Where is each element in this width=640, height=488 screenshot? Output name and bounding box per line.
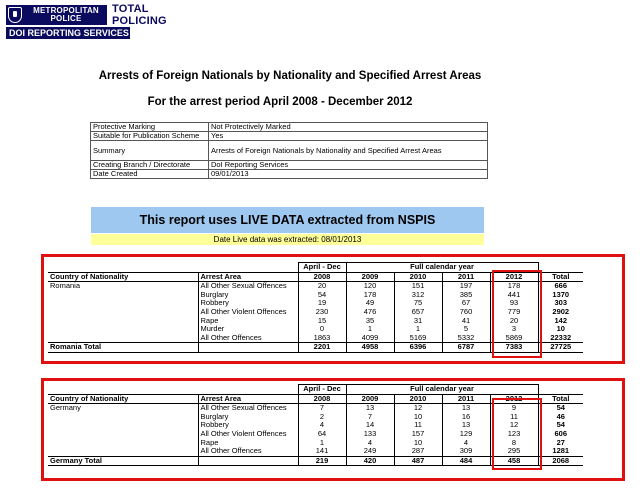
value-cell: 385 (442, 291, 490, 300)
arrest-area-cell: All Other Sexual Offences (198, 404, 298, 413)
row-total-cell: 1281 (538, 447, 583, 456)
romania-2012-highlight (492, 270, 542, 358)
row-total-cell: 142 (538, 317, 583, 326)
row-total-cell: 54 (538, 404, 583, 413)
arrest-area-cell: All Other Violent Offences (198, 308, 298, 317)
value-cell: 4 (442, 439, 490, 448)
value-cell: 123 (490, 430, 538, 439)
value-cell: 657 (394, 308, 442, 317)
group-header-full-year: Full calendar year (346, 263, 538, 273)
value-cell: 20 (298, 282, 346, 291)
arrest-area-cell: Burglary (198, 413, 298, 422)
col-2010: 2010 (394, 272, 442, 282)
value-cell: 12 (490, 421, 538, 430)
meta-key: Date Created (91, 170, 209, 179)
value-cell: 49 (346, 299, 394, 308)
value-cell: 12 (394, 404, 442, 413)
col-2009: 2009 (346, 272, 394, 282)
col-2011: 2011 (442, 394, 490, 404)
meta-value: Not Protectively Marked (209, 123, 488, 132)
arrest-area-cell: Murder (198, 325, 298, 334)
arrest-area-cell: Rape (198, 317, 298, 326)
live-data-banner: This report uses LIVE DATA extracted from NSPIS (91, 207, 484, 233)
value-cell: 41 (442, 317, 490, 326)
value-cell: 9 (490, 404, 538, 413)
meta-key: Suitable for Publication Scheme (91, 132, 209, 141)
value-cell: 13 (442, 421, 490, 430)
group-header-april-dec: April - Dec (298, 263, 346, 273)
value-cell: 760 (442, 308, 490, 317)
total-cell: 6787 (442, 343, 490, 353)
total-label: Romania Total (48, 343, 198, 353)
row-total-cell: 22332 (538, 334, 583, 343)
arrest-area-cell: All Other Violent Offences (198, 430, 298, 439)
value-cell: 67 (442, 299, 490, 308)
tagline: TOTAL POLICING (112, 3, 167, 27)
value-cell: 5 (442, 325, 490, 334)
meta-value: 09/01/2013 (209, 170, 488, 179)
country-cell: Romania (50, 281, 81, 291)
total-cell: 487 (394, 456, 442, 466)
brand-header (6, 4, 176, 26)
meta-key: Summary (91, 141, 209, 161)
value-cell: 13 (346, 404, 394, 413)
col-2008: 2008 (298, 394, 346, 404)
value-cell: 35 (346, 317, 394, 326)
country-cell: Germany (50, 403, 81, 413)
value-cell: 64 (298, 430, 346, 439)
meta-row (91, 170, 488, 179)
col-2008: 2008 (298, 272, 346, 282)
value-cell: 4099 (346, 334, 394, 343)
value-cell: 54 (298, 291, 346, 300)
logo-line2: POLICE (50, 14, 82, 23)
value-cell: 1 (346, 325, 394, 334)
arrest-area-cell: Rape (198, 439, 298, 448)
total-cell: 2201 (298, 343, 346, 353)
value-cell: 5869 (490, 334, 538, 343)
country-cell (48, 430, 198, 439)
value-cell: 3 (490, 325, 538, 334)
group-header-april-dec: April - Dec (298, 385, 346, 395)
meta-row (91, 141, 488, 161)
met-police-logo (6, 5, 107, 25)
country-cell (48, 334, 198, 343)
arrest-area-cell: Robbery (198, 421, 298, 430)
country-cell (48, 439, 198, 448)
total-cell: 219 (298, 456, 346, 466)
total-label: Germany Total (48, 456, 198, 466)
value-cell: 309 (442, 447, 490, 456)
value-cell: 10 (394, 413, 442, 422)
row-total-cell: 606 (538, 430, 583, 439)
row-total-cell: 1370 (538, 291, 583, 300)
value-cell: 16 (442, 413, 490, 422)
arrest-area-cell: All Other Sexual Offences (198, 282, 298, 291)
value-cell: 178 (346, 291, 394, 300)
meta-value: Yes (209, 132, 488, 141)
row-total-cell: 2902 (538, 308, 583, 317)
value-cell: 129 (442, 430, 490, 439)
value-cell: 249 (346, 447, 394, 456)
total-cell: 458 (490, 456, 538, 466)
country-cell (48, 421, 198, 430)
value-cell: 1 (298, 439, 346, 448)
value-cell: 779 (490, 308, 538, 317)
value-cell: 197 (442, 282, 490, 291)
value-cell: 287 (394, 447, 442, 456)
country-cell (48, 325, 198, 334)
value-cell: 141 (298, 447, 346, 456)
meta-row (91, 123, 488, 132)
meta-key: Protective Marking (91, 123, 209, 132)
arrest-area-cell: Burglary (198, 291, 298, 300)
country-cell (48, 308, 198, 317)
value-cell: 13 (442, 404, 490, 413)
col-2009: 2009 (346, 394, 394, 404)
report-title: Arrests of Foreign Nationals by Nationality and Specified Arrest Areas (98, 70, 482, 82)
value-cell: 1 (394, 325, 442, 334)
value-cell: 8 (490, 439, 538, 448)
total-cell: 420 (346, 456, 394, 466)
row-total-cell: 303 (538, 299, 583, 308)
col-area: Arrest Area (198, 394, 298, 404)
logo-line1: METROPOLITAN (33, 6, 99, 15)
report-period: For the arrest period April 2008 - December 2012 (147, 96, 413, 108)
country-cell (48, 447, 198, 456)
arrest-area-cell: Robbery (198, 299, 298, 308)
value-cell: 4 (346, 439, 394, 448)
value-cell: 14 (346, 421, 394, 430)
value-cell: 120 (346, 282, 394, 291)
value-cell: 11 (490, 413, 538, 422)
report-metadata-table (90, 122, 488, 179)
country-cell (48, 299, 198, 308)
value-cell: 2 (298, 413, 346, 422)
row-total-cell: 46 (538, 413, 583, 422)
col-total: Total (538, 394, 583, 404)
col-2010: 2010 (394, 394, 442, 404)
reporting-services-bar: DOI REPORTING SERVICES (6, 27, 130, 39)
row-total-cell: 666 (538, 282, 583, 291)
value-cell: 7 (298, 404, 346, 413)
meta-key: Creating Branch / Directorate (91, 161, 209, 170)
germany-2012-highlight (492, 398, 542, 470)
col-total: Total (538, 272, 583, 282)
grand-total-cell: 27725 (538, 343, 583, 353)
meta-value: Arrests of Foreign Nationals by Nationality and Specified Arrest Areas (209, 141, 488, 161)
country-cell (48, 413, 198, 422)
crest-icon (8, 7, 22, 23)
value-cell: 11 (394, 421, 442, 430)
arrest-area-cell: All Other Offences (198, 334, 298, 343)
row-total-cell: 10 (538, 325, 583, 334)
total-cell: 7383 (490, 343, 538, 353)
value-cell: 312 (394, 291, 442, 300)
meta-row (91, 161, 488, 170)
total-cell: 6396 (394, 343, 442, 353)
value-cell: 1863 (298, 334, 346, 343)
logo-text (25, 7, 107, 23)
country-cell (48, 317, 198, 326)
value-cell: 5169 (394, 334, 442, 343)
value-cell: 0 (298, 325, 346, 334)
value-cell: 20 (490, 317, 538, 326)
group-header-full-year: Full calendar year (346, 385, 538, 395)
col-2011: 2011 (442, 272, 490, 282)
row-total-cell: 54 (538, 421, 583, 430)
value-cell: 5332 (442, 334, 490, 343)
arrest-area-cell: All Other Offences (198, 447, 298, 456)
value-cell: 157 (394, 430, 442, 439)
grand-total-cell: 2068 (538, 456, 583, 466)
column-group-header (48, 385, 583, 395)
value-cell: 476 (346, 308, 394, 317)
col-area: Arrest Area (198, 272, 298, 282)
value-cell: 7 (346, 413, 394, 422)
meta-row (91, 132, 488, 141)
value-cell: 230 (298, 308, 346, 317)
value-cell: 75 (394, 299, 442, 308)
extract-date: Date Live data was extracted: 08/01/2013 (91, 234, 484, 245)
value-cell: 151 (394, 282, 442, 291)
col-2012: 2012 (490, 272, 538, 282)
value-cell: 31 (394, 317, 442, 326)
value-cell: 441 (490, 291, 538, 300)
value-cell: 19 (298, 299, 346, 308)
value-cell: 93 (490, 299, 538, 308)
total-cell: 4958 (346, 343, 394, 353)
value-cell: 15 (298, 317, 346, 326)
value-cell: 4 (298, 421, 346, 430)
meta-value: DoI Reporting Services (209, 161, 488, 170)
row-total-cell: 27 (538, 439, 583, 448)
value-cell: 178 (490, 282, 538, 291)
country-cell (48, 291, 198, 300)
col-country: Country of Nationality (48, 394, 198, 404)
value-cell: 295 (490, 447, 538, 456)
value-cell: 133 (346, 430, 394, 439)
col-2012: 2012 (490, 394, 538, 404)
col-country: Country of Nationality (48, 272, 198, 282)
total-cell: 484 (442, 456, 490, 466)
value-cell: 10 (394, 439, 442, 448)
